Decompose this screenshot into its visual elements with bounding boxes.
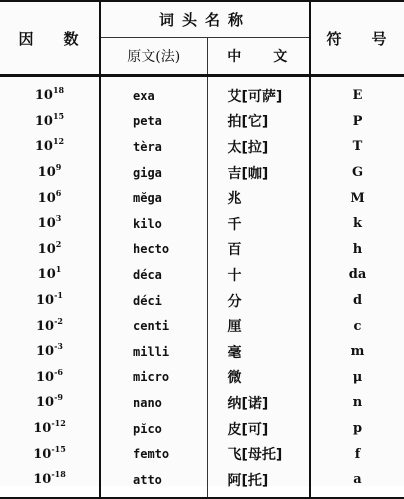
symbol-cell: c	[310, 313, 404, 339]
header-factor: 因 数	[0, 1, 100, 76]
factor-exponent: 15	[52, 110, 65, 121]
factor-base: 10	[34, 113, 53, 129]
factor-base: 10	[33, 472, 52, 488]
factor-cell	[0, 237, 100, 263]
factor-exponent: 2	[55, 238, 62, 249]
factor-exponent: 18	[52, 85, 65, 96]
original-name-cell: pĭco	[100, 416, 207, 442]
original-name-cell: kilo	[100, 211, 207, 237]
symbol-cell: d	[310, 288, 404, 314]
chinese-name-cell: 皮[可]	[227, 421, 269, 438]
table-row	[0, 134, 404, 160]
symbol-cell: h	[310, 237, 404, 263]
symbol-cell: G	[310, 160, 404, 186]
factor-base: 10	[36, 344, 55, 360]
original-name-cell: giga	[100, 160, 207, 186]
factor-base: 10	[36, 318, 55, 334]
factor-cell	[0, 313, 100, 339]
factor-exponent: -18	[51, 469, 66, 480]
header-original: 原文(法)	[100, 37, 207, 75]
factor-base: 10	[36, 395, 55, 411]
symbol-cell: k	[310, 211, 404, 237]
table-row	[0, 339, 404, 365]
original-name-cell: nano	[100, 390, 207, 416]
factor-base: 10	[34, 88, 53, 104]
factor-exponent: -6	[54, 366, 63, 377]
factor-cell	[0, 211, 100, 237]
chinese-name-cell: 毫	[227, 344, 242, 361]
factor-cell	[0, 365, 100, 391]
table-row	[0, 441, 404, 467]
chinese-name-cell: 百	[227, 242, 242, 259]
factor-cell	[0, 339, 100, 365]
table-row	[0, 313, 404, 339]
factor-cell	[0, 390, 100, 416]
chinese-name-cell: 微	[227, 370, 242, 387]
header-prefix-name: 词头名称	[100, 1, 310, 37]
factor-cell	[0, 76, 100, 109]
factor-exponent: -15	[51, 443, 66, 454]
factor-exponent: -1	[54, 290, 63, 301]
factor-cell	[0, 288, 100, 314]
symbol-cell: n	[310, 390, 404, 416]
factor-exponent: -9	[54, 392, 63, 403]
table-row	[0, 237, 404, 263]
original-name-cell: peta	[100, 109, 207, 135]
chinese-name-cell: 艾[可萨]	[227, 88, 283, 105]
symbol-cell: da	[310, 262, 404, 288]
chinese-name-cell: 吉[咖]	[227, 165, 269, 182]
factor-cell	[0, 109, 100, 135]
original-name-cell: hecto	[100, 237, 207, 263]
header-symbol: 符 号	[310, 1, 404, 76]
factor-exponent: -2	[54, 315, 63, 326]
factor-exponent: -3	[54, 341, 63, 352]
factor-cell	[0, 262, 100, 288]
symbol-cell: P	[310, 109, 404, 135]
factor-cell	[0, 185, 100, 211]
factor-exponent: 12	[52, 136, 65, 147]
symbol-cell: p	[310, 416, 404, 442]
original-name-cell: mĕga	[100, 185, 207, 211]
table-row	[0, 416, 404, 442]
symbol-cell: E	[310, 76, 404, 109]
symbol-cell: T	[310, 134, 404, 160]
original-name-cell: centi	[100, 313, 207, 339]
original-name-cell: déci	[100, 288, 207, 314]
symbol-cell: a	[310, 467, 404, 498]
table-row	[0, 76, 404, 109]
factor-cell	[0, 134, 100, 160]
symbol-cell: m	[310, 339, 404, 365]
original-name-cell: atto	[100, 467, 207, 498]
factor-exponent: 1	[55, 264, 62, 275]
factor-exponent: -12	[51, 418, 66, 429]
original-name-cell: déca	[100, 262, 207, 288]
factor-cell	[0, 416, 100, 442]
original-name-cell: tèra	[100, 134, 207, 160]
table-row	[0, 365, 404, 391]
table-body	[0, 76, 404, 498]
chinese-name-cell: 太[拉]	[227, 139, 269, 156]
symbol-cell: M	[310, 185, 404, 211]
factor-base: 10	[33, 421, 52, 437]
chinese-name-cell: 拍[它]	[227, 114, 269, 131]
chinese-name-cell: 十	[227, 267, 242, 284]
factor-cell	[0, 441, 100, 467]
factor-base: 10	[36, 293, 55, 309]
factor-base: 10	[33, 446, 52, 462]
chinese-name-cell: 兆	[227, 191, 242, 208]
factor-cell	[0, 467, 100, 498]
chinese-name-cell: 飞[母托]	[227, 447, 283, 464]
factor-base: 10	[37, 165, 56, 181]
chinese-name-cell: 千	[227, 216, 242, 233]
factor-base: 10	[34, 139, 53, 155]
symbol-cell: μ	[310, 365, 404, 391]
table-row	[0, 467, 404, 498]
original-name-cell: exa	[100, 76, 207, 109]
table-row	[0, 160, 404, 186]
chinese-name-cell: 分	[227, 293, 242, 310]
factor-exponent: 3	[55, 213, 62, 224]
chinese-name-cell: 纳[诺]	[227, 395, 269, 412]
factor-base: 10	[37, 241, 56, 257]
factor-base: 10	[36, 369, 55, 385]
table-row	[0, 211, 404, 237]
table-row	[0, 262, 404, 288]
table-row	[0, 109, 404, 135]
original-name-cell: milli	[100, 339, 207, 365]
factor-base: 10	[37, 216, 56, 232]
table-row	[0, 185, 404, 211]
symbol-cell: f	[310, 441, 404, 467]
table-row	[0, 288, 404, 314]
factor-cell	[0, 160, 100, 186]
factor-base: 10	[37, 190, 56, 206]
chinese-name-cell: 阿[托]	[207, 467, 310, 498]
factor-exponent: 9	[55, 162, 62, 173]
chinese-name-cell: 厘	[227, 319, 242, 336]
factor-exponent: 6	[55, 187, 62, 198]
factor-base: 10	[37, 267, 56, 283]
original-name-cell: micro	[100, 365, 207, 391]
original-name-cell: femto	[100, 441, 207, 467]
header-chinese: 中 文	[207, 37, 310, 75]
table-row	[0, 390, 404, 416]
